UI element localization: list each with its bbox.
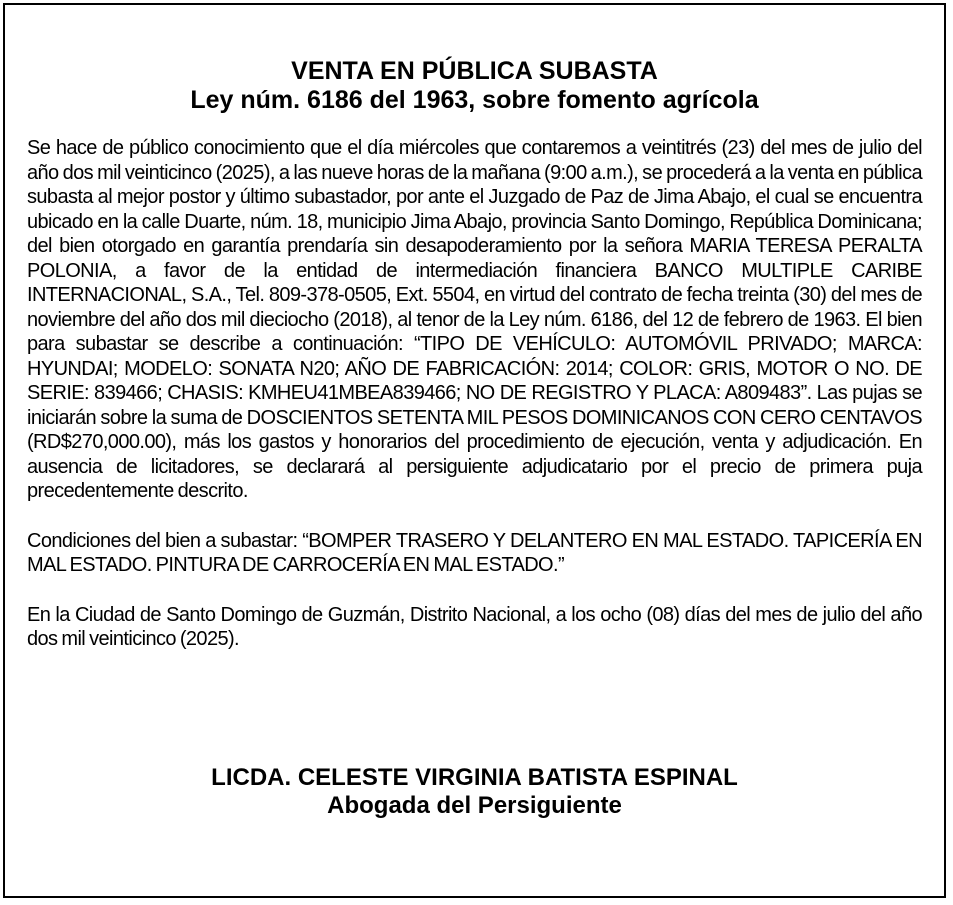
auction-details-paragraph: Se hace de público conocimiento que el día miércoles que contaremos a veintitrés (23) del mes de julio del año dos mil veinticinco (2025), a las nueve horas de la mañana (9:00 a.m.), se procederá a la venta en pública subasta al mejor postor y último subastador, por ante el Juzgado de Paz de Jima Abajo, el cual se encuentra ubicado en la calle Duarte, núm. 18, municipio Jima Abajo, provincia Santo Domingo, República Dominicana; del bien otorgado en garantía prendaría sin desapoderamiento por la señora MARIA TERESA PERALTA POLONIA, a favor de la entidad de intermediación financiera BANCO MULTIPLE CARIBE INTERNACIONAL, S.A., Tel. 809-378-0505, Ext. 5504, en virtud del contrato de fecha treinta (30) del mes de noviembre del año dos mil dieciocho (2018), al tenor de la Ley núm. 6186, del 12 de febrero de 1963. El bien para subastar se describe a continuación: “TIPO DE VEHÍCULO: AUTOMÓVIL PRIVADO; MARCA: HYUNDAI; MODELO: SONATA N20; AÑO DE FABRICACIÓN: 2014; COLOR: GRIS, MOTOR O NO. DE SERIE: 839466; CHASIS: KMHEU41MBEA839466; NO DE REGISTRO Y PLACA: A809483”. Las pujas se iniciarán sobre la suma de DOSCIENTOS SETENTA MIL PESOS DOMINICANOS CON CERO CENTAVOS (RD$270,000.00), más los gastos y honorarios del procedimiento de ejecución, venta y adjudicación. En ausencia de licitadores, se declarará al persiguiente adjudicatario por el precio de primera puja precedentemente descrito. [27, 137, 922, 502]
asset-conditions-paragraph: Condiciones del bien a subastar: “BOMPER TRASERO Y DELANTERO EN MAL ESTADO. TAPICERÍA EN MAL ESTADO. PINTURA DE CARROCERÍA EN MAL ESTADO.” [27, 529, 922, 576]
notice-header [5, 57, 944, 115]
notice-body [27, 136, 922, 677]
signature-block [5, 764, 944, 820]
public-notice-frame [3, 3, 946, 898]
notice-title: VENTA EN PÚBLICA SUBASTA [291, 57, 658, 85]
signatory-role: Abogada del Persiguiente [327, 792, 622, 819]
place-date-paragraph: En la Ciudad de Santo Domingo de Guzmán, Distrito Nacional, a los ocho (08) días del mes de julio del año dos mil veinticinco (2025). [27, 603, 922, 650]
notice-subtitle: Ley núm. 6186 del 1963, sobre fomento agrícola [190, 86, 759, 114]
signatory-name: LICDA. CELESTE VIRGINIA BATISTA ESPINAL [211, 764, 738, 791]
